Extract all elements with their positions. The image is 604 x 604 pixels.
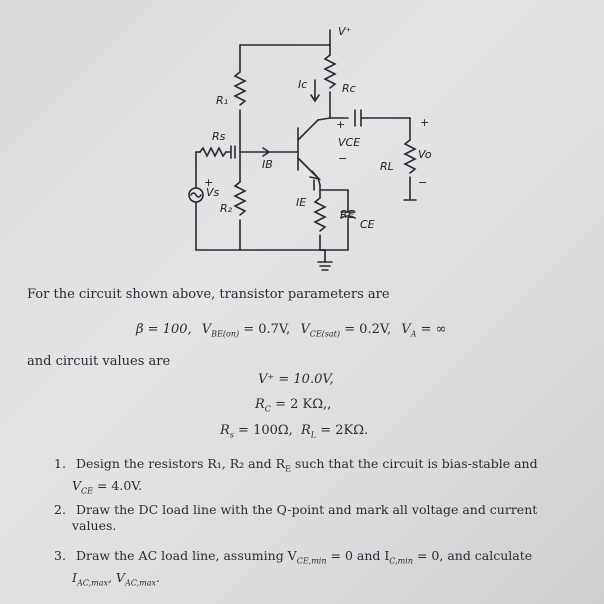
value-rl-sym: R [300,423,311,438]
question-3 [54,548,584,591]
question-3-line2: I [72,569,77,585]
value-rs-sub: s [229,430,234,440]
label-ic: Ic [298,78,308,91]
param-va-val: = ∞ [420,322,447,337]
label-rs: Rs [212,130,226,143]
param-vbe-val: = 0.7V, [243,322,291,337]
question-3-line1-sub: CE,min [296,556,327,566]
value-rs-val: = 100Ω, [238,423,293,438]
question-1-line1: Design the resistors R₁, R₂ and R [75,456,286,471]
question-1-line1-sub: E [285,464,291,474]
label-plus-vce: + [336,118,346,131]
param-vbe: V [201,322,212,337]
circuit-values-label: and circuit values are [27,354,171,369]
label-ib: IB [262,158,273,171]
label-r1: R₁ [216,94,229,107]
param-va-sub: A [410,329,417,339]
intro-text: For the circuit shown above, transistor parameters are [27,287,390,302]
question-2-line2: values. [72,518,117,533]
label-vs: Vs [206,186,220,199]
param-vce-sub: CE(sat) [309,329,341,339]
question-3-line1: Draw the AC load line, assuming V [75,548,297,563]
question-3-line1-mid: = 0 and I [330,548,390,563]
label-vplus: V⁺ [338,25,352,38]
value-rc-sym: R [255,397,265,412]
label-minus-vce: − [338,152,348,165]
question-2-line1: Draw the DC load line with the Q-point and mark all voltage and current [75,502,538,517]
label-plus-vs: + [204,176,214,189]
question-1-line2: V [72,477,82,493]
label-r2: R₂ [220,202,233,215]
value-rl-sub: L [310,430,317,440]
question-3-line2-mid: , V [107,569,125,585]
label-ie: IE [296,196,307,209]
circuit-diagram [0,0,604,290]
transistor-parameters [136,322,446,339]
question-2 [54,502,584,534]
param-vce: V [300,322,310,337]
value-rc [255,397,331,414]
value-vplus-text: V⁺ = 10.0V, [258,372,334,387]
question-1 [54,456,584,499]
param-vce-val: = 0.2V, [344,322,392,337]
question-2-num: 2. [54,502,66,517]
label-vce: VCE [338,136,361,149]
value-rl-val: = 2KΩ. [320,423,369,438]
question-3-num: 3. [54,548,66,563]
value-rs-rl [220,423,368,440]
value-rc-sub: C [264,404,271,414]
param-beta: β = 100, [136,322,192,337]
value-rs-sym: R [220,423,230,438]
label-rl: RL [380,160,394,173]
question-1-num: 1. [54,456,66,471]
question-3-line1-end: = 0, and calculate [416,548,533,563]
label-re: RE [340,208,355,221]
question-1-line1-end: such that the circuit is bias-stable and [294,456,538,471]
label-rc: Rc [342,82,356,95]
question-1-line2-sub: CE [81,486,93,495]
question-1-line2-end: = 4.0V. [96,477,143,493]
question-3-line2-sub2: AC,max [124,578,156,587]
value-vplus [258,372,334,387]
question-3-line2-sub: AC,max [76,578,108,587]
value-rc-val: = 2 KΩ,, [275,397,332,412]
label-vo: Vo [418,148,432,161]
question-3-line1-sub2: C,min [389,556,413,566]
label-plus-vo: + [420,116,430,129]
label-minus-vo: − [418,176,428,189]
question-3-line2-end: . [156,569,160,585]
param-vbe-sub: BE(on) [211,329,240,339]
label-ce: CE [360,218,375,231]
param-va: V [401,322,411,337]
